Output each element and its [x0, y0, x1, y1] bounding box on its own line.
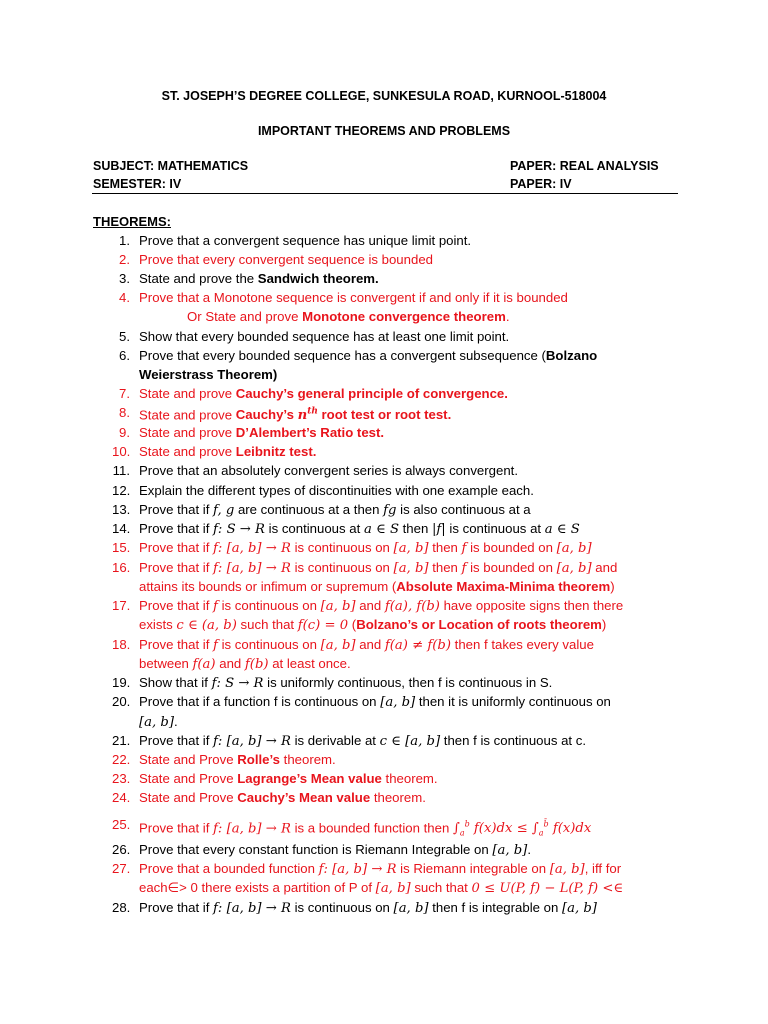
document-title: IMPORTANT THEOREMS AND PROBLEMS — [257, 124, 511, 138]
item-number: 6. — [119, 348, 130, 363]
item-number: 7. — [119, 386, 130, 401]
item-text: Prove that a convergent sequence has unique limit point. — [139, 233, 472, 248]
item-text: Weierstrass Theorem) — [139, 367, 278, 382]
item-number: 24. — [112, 790, 131, 805]
item-text: Or State and prove Monotone convergence theorem. — [187, 309, 510, 324]
item-text: Prove that if f is continuous on [a, b] and f(a) ≠ f(b) then f takes every value — [139, 637, 594, 653]
item-number: 11. — [112, 463, 130, 478]
item-text: State and prove Cauchy’s $n^{th}$ root test or root test. — [139, 407, 452, 424]
item-number: 13. — [112, 502, 131, 517]
item-text: State and Prove Cauchy’s Mean value theorem. — [139, 790, 426, 805]
item-text: Prove that if f is continuous on [a, b] and f(a), f(b) have opposite signs then there — [139, 598, 624, 614]
semester-row — [93, 177, 678, 191]
item-number: 5. — [119, 329, 130, 344]
item-text: Prove that every bounded sequence has a convergent subsequence (Bolzano — [139, 348, 598, 363]
item-text: Prove that a Monotone sequence is convergent if and only if it is bounded — [139, 290, 568, 305]
item-number: 12. — [112, 483, 131, 498]
paper-number-label: PAPER: IV — [510, 177, 572, 191]
item-number: 2. — [119, 252, 130, 267]
item-number: 4. — [119, 290, 130, 305]
paper-name-label: PAPER: REAL ANALYSIS — [510, 159, 659, 173]
item-text: [a, b]. — [139, 714, 178, 730]
item-text: State and Prove Rolle’s theorem. — [139, 752, 336, 767]
item-number: 17. — [112, 598, 131, 613]
item-number: 19. — [112, 675, 131, 690]
item-text: Prove that if a function f is continuous on [a, b] then it is uniformly continuous on — [139, 694, 611, 710]
item-text: Prove that if f: [a, b] → R is continuous on [a, b] then f is bounded on [a, b] and — [139, 560, 618, 576]
item-text: State and prove D’Alembert’s Ratio test. — [139, 425, 385, 440]
item-text: State and prove Leibnitz test. — [139, 444, 317, 459]
item-text: State and prove the Sandwich theorem. — [139, 271, 379, 286]
item-number: 25. — [112, 817, 131, 832]
section-title: THEOREMS: — [93, 214, 171, 229]
item-number: 23. — [112, 771, 131, 786]
item-text: Prove that if f: [a, b] → R is continuous on [a, b] then f is bounded on [a, b] — [139, 540, 592, 556]
item-text: Prove that if f: [a, b] → R is a bounded function then $\int_a^b$ $f(x)dx \le \int_a^{b̄}$ f(x)dx — [139, 820, 592, 839]
item-text: between f(a) and f(b) at least once. — [139, 656, 351, 672]
item-text: Prove that every constant function is Riemann Integrable on [a, b]. — [139, 842, 531, 858]
item-text: Prove that an absolutely convergent series is always convergent. — [139, 463, 518, 478]
item-text: each∈> 0 there exists a partition of P of [a, b] such that 0 ≤ U(P, f) − L(P, f) <∈ — [139, 880, 624, 896]
item-number: 8. — [119, 405, 130, 420]
item-text: Prove that a bounded function f: [a, b] → R is Riemann integrable on [a, b], iff for — [139, 861, 622, 877]
item-number: 3. — [119, 271, 130, 286]
item-number: 28. — [112, 900, 131, 915]
item-text: State and prove Cauchy’s general principle of convergence. — [139, 386, 508, 401]
item-text: Prove that every convergent sequence is bounded — [139, 252, 433, 267]
item-text: Show that if f: S → R is uniformly continuous, then f is continuous in S. — [139, 675, 553, 691]
item-number: 15. — [112, 540, 131, 555]
item-number: 10. — [112, 444, 131, 459]
item-number: 27. — [112, 861, 131, 876]
item-text: attains its bounds or infimum or supremum (Absolute Maxima-Minima theorem) — [139, 579, 615, 594]
item-text: Prove that if f, g are continuous at a then fg is also continuous at a — [139, 502, 531, 518]
item-text: Prove that if f: [a, b] → R is derivable at c ∈ [a, b] then f is continuous at c. — [139, 733, 587, 749]
item-text: State and Prove Lagrange’s Mean value theorem. — [139, 771, 438, 786]
item-number: 26. — [112, 842, 131, 857]
item-number: 21. — [112, 733, 131, 748]
item-number: 14. — [112, 521, 131, 536]
item-number: 9. — [119, 425, 130, 440]
item-text: Explain the different types of discontinuities with one example each. — [139, 483, 534, 498]
subject-label: SUBJECT: MATHEMATICS — [93, 159, 249, 173]
college-name: ST. JOSEPH’S DEGREE COLLEGE, SUNKESULA ROAD, KURNOOL-518004 — [161, 89, 607, 103]
item-number: 1. — [119, 233, 130, 248]
item-number: 18. — [112, 637, 131, 652]
subject-row — [93, 159, 678, 173]
item-text: exists c ∈ (a, b) such that f(c) = 0 (Bolzano’s or Location of roots theorem) — [139, 617, 607, 633]
item-text: Prove that if f: [a, b] → R is continuous on [a, b] then f is integrable on [a, b] — [139, 900, 597, 916]
item-number: 22. — [112, 752, 131, 767]
semester-label: SEMESTER: IV — [93, 177, 182, 191]
item-text: Show that every bounded sequence has at least one limit point. — [139, 329, 510, 344]
item-number: 20. — [112, 694, 131, 709]
header-divider — [92, 193, 678, 194]
item-text: Prove that if f: S → R is continuous at a ∈ S then |f| is continuous at a ∈ S — [139, 521, 580, 537]
item-number: 16. — [112, 560, 131, 575]
